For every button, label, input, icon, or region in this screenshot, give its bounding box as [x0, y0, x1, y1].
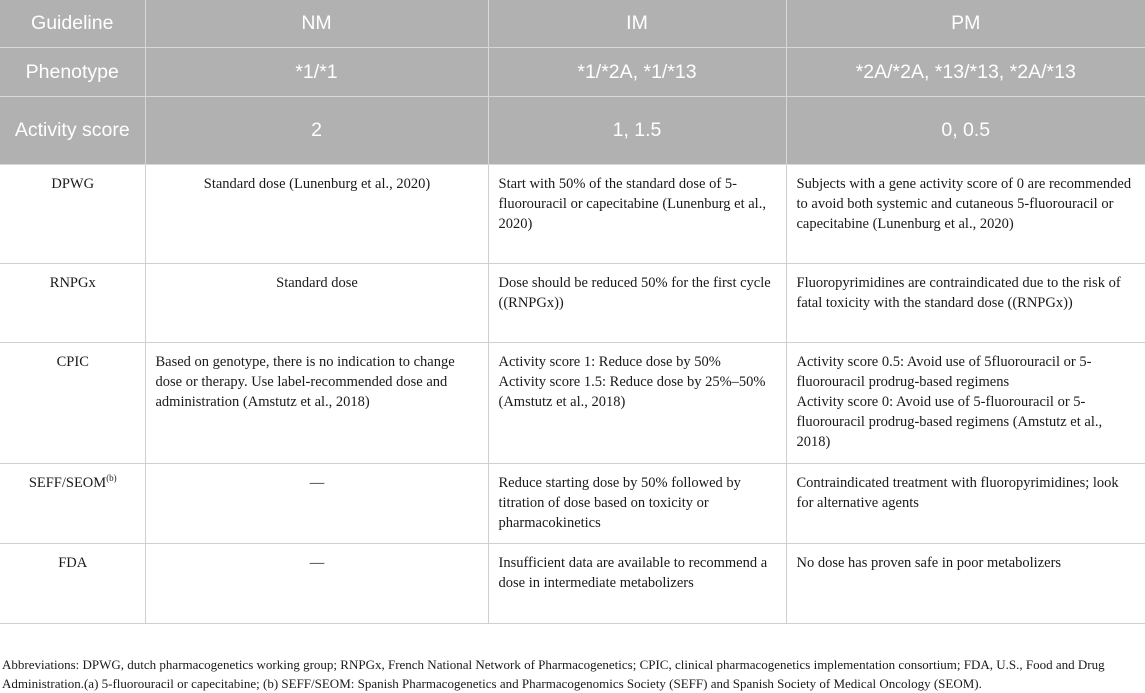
guideline-cell: CPIC — [0, 342, 145, 463]
header-activity-label: Activity score — [0, 96, 145, 164]
guideline-cell: RNPGx — [0, 263, 145, 342]
im-cell: Start with 50% of the standard dose of 5-fluorouracil or capecitabine (Lunenburg et al., 2020) — [488, 164, 786, 263]
guideline-label: SEFF/SEOM — [28, 474, 107, 491]
pm-cell: Fluoropyrimidines are contraindicated due to the risk of fatal toxicity with the standard dose ((RNPGx)) — [786, 263, 1145, 342]
table-row-rnpgx — [0, 263, 1145, 342]
header-pm: PM — [786, 0, 1145, 47]
header-im: IM — [488, 0, 786, 47]
pm-cell: Subjects with a gene activity score of 0 are recommended to avoid both systemic and cutaneous 5-fluorouracil or capecitabine (Lunenburg et al., 2020) — [786, 164, 1145, 263]
header-row-phenotype — [0, 47, 1145, 96]
pm-line: Activity score 0.5: Avoid use of 5fluorouracil or 5-fluorouracil prodrug-based regimens — [796, 353, 1092, 390]
nm-cell: Standard dose — [145, 263, 488, 342]
table-row-cpic — [0, 342, 1145, 463]
header-phenotype-pm: *2A/*2A, *13/*13, *2A/*13 — [786, 47, 1145, 96]
pm-cell — [786, 342, 1145, 463]
pm-cell: No dose has proven safe in poor metabolizers — [786, 543, 1145, 623]
table-row-fda — [0, 543, 1145, 623]
guideline-cell — [0, 463, 145, 543]
header-row-activity-score — [0, 96, 1145, 164]
pm-cell: Contraindicated treatment with fluoropyrimidines; look for alternative agents — [786, 463, 1145, 543]
header-row-guideline — [0, 0, 1145, 47]
pm-line: Activity score 0: Avoid use of 5-fluorouracil or 5-fluorouracil prodrug-based regimens (Amstutz et al., 2018) — [796, 393, 1103, 450]
header-phenotype-label: Phenotype — [0, 47, 145, 96]
im-cell — [488, 342, 786, 463]
guideline-cell: DPWG — [0, 164, 145, 263]
table-row-seff-seom — [0, 463, 1145, 543]
im-cell: Reduce starting dose by 50% followed by titration of dose based on toxicity or pharmacokinetics — [488, 463, 786, 543]
nm-cell: — — [145, 543, 488, 623]
table-row-dpwg — [0, 164, 1145, 263]
im-line: Activity score 1.5: Reduce dose by 25%–50% (Amstutz et al., 2018) — [498, 373, 766, 410]
footnote-marker: (b) — [106, 472, 117, 483]
guideline-cell: FDA — [0, 543, 145, 623]
table-footnote: Abbreviations: DPWG, dutch pharmacogenetics working group; RNPGx, French National Network of Pharmacogenetics; CPIC, clinical pharmacogenetics implementation consortium; FDA, U.S., Food and Drug Administration.(a) 5-fluorouracil or capecitabine; (b) SEFF/SEOM: Spanish Pharmacogenetics and Pharmacogenomics Society (SEFF) and Spanish Society of Medical Oncology (SEOM). — [2, 657, 1105, 691]
im-cell: Dose should be reduced 50% for the first cycle ((RNPGx)) — [488, 263, 786, 342]
im-line: Activity score 1: Reduce dose by 50% — [498, 353, 721, 370]
header-activity-pm: 0, 0.5 — [786, 96, 1145, 164]
header-nm: NM — [145, 0, 488, 47]
im-cell: Insufficient data are available to recommend a dose in intermediate metabolizers — [488, 543, 786, 623]
header-guideline: Guideline — [0, 0, 145, 47]
header-activity-nm: 2 — [145, 96, 488, 164]
header-phenotype-im: *1/*2A, *1/*13 — [488, 47, 786, 96]
header-activity-im: 1, 1.5 — [488, 96, 786, 164]
header-phenotype-nm: *1/*1 — [145, 47, 488, 96]
nm-cell: — — [145, 463, 488, 543]
nm-cell: Based on genotype, there is no indication to change dose or therapy. Use label-recommended dose and administration (Amstutz et al., 2018) — [145, 342, 488, 463]
nm-cell: Standard dose (Lunenburg et al., 2020) — [145, 164, 488, 263]
